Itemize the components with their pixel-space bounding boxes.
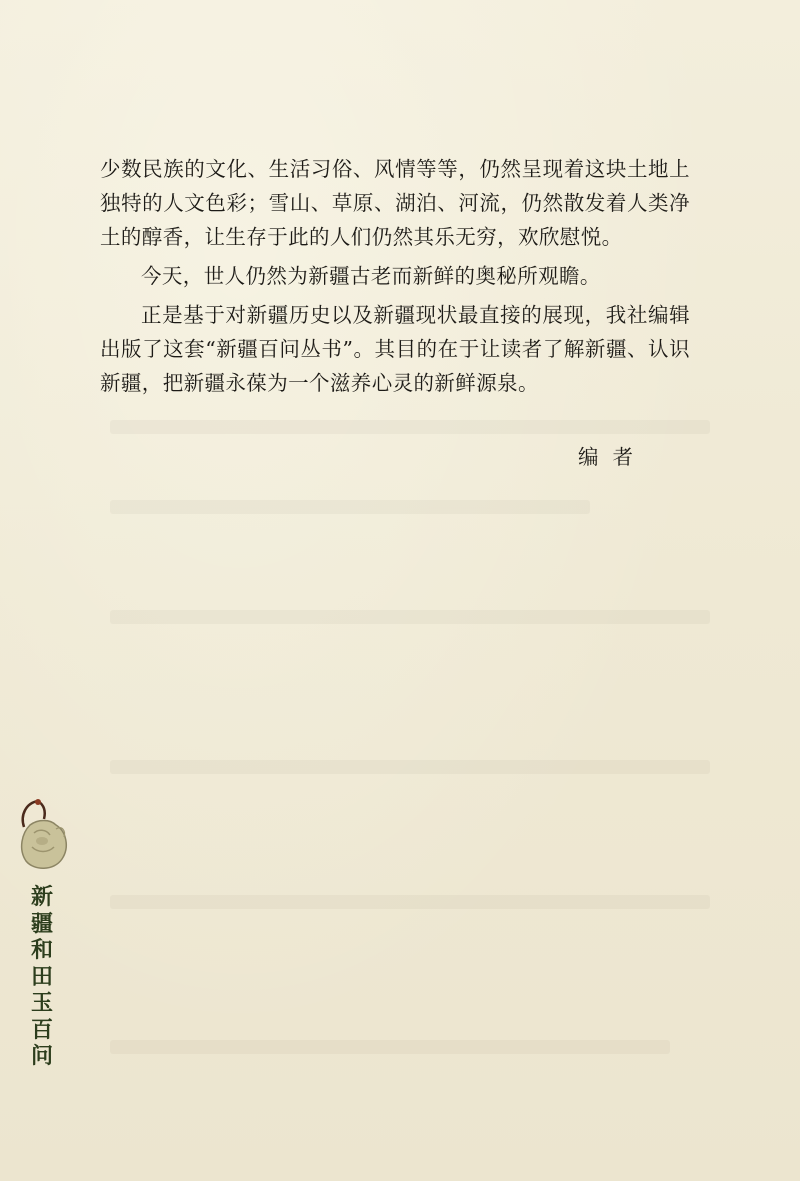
paragraph-3: 正是基于对新疆历史以及新疆现状最直接的展现，我社编辑出版了这套“新疆百问丛书”。其目的在于让读者了解新疆、认识新疆，把新疆永葆为一个滋养心灵的新鲜源泉。 <box>100 303 690 395</box>
side-title-char: 和 <box>30 938 53 963</box>
paragraph-2: 今天，世人仍然为新疆古老而新鲜的奥秘所观瞻。 <box>141 264 601 288</box>
side-title-char: 田 <box>30 964 53 990</box>
paragraph-1: 少数民族的文化、生活习俗、风情等等，仍然呈现着这块土地上独特的人文色彩；雪山、草原、湖泊、河流，仍然散发着人类净土的醇香，让生存于此的人们仍然其乐无穷，欢欣慰悦。 <box>100 157 690 249</box>
side-title-char: 问 <box>30 1044 53 1069</box>
side-title-char: 百 <box>30 1017 53 1043</box>
side-title-char: 新 <box>30 885 53 910</box>
side-book-title <box>28 885 56 1071</box>
preface-body <box>100 152 690 405</box>
side-title-char: 玉 <box>30 991 53 1016</box>
show-through-text <box>110 420 710 434</box>
show-through-text <box>110 760 710 774</box>
show-through-text <box>110 610 710 624</box>
jade-pendant-icon <box>8 795 78 875</box>
show-through-text <box>110 1040 670 1054</box>
signature-editor: 编者 <box>578 445 647 469</box>
show-through-text <box>110 895 710 909</box>
show-through-text <box>110 500 590 514</box>
side-title-char: 疆 <box>30 911 53 937</box>
